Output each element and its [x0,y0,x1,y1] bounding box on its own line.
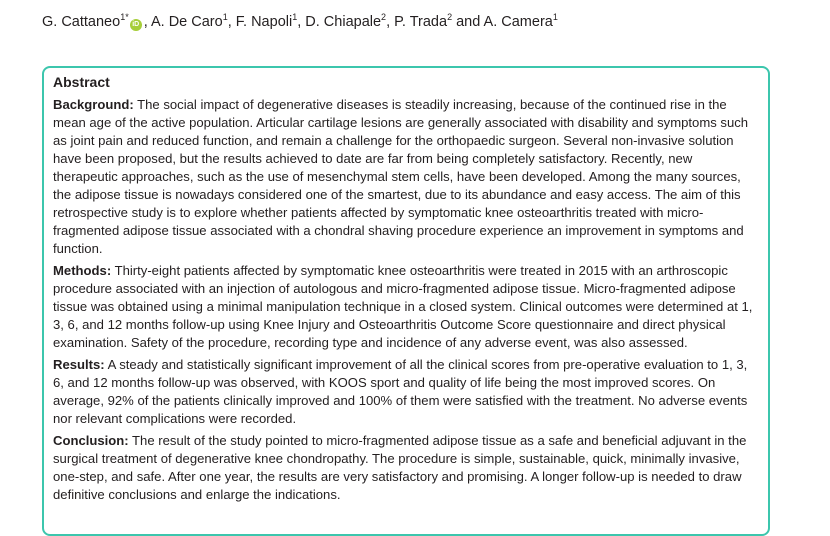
author: D. Chiapale$^2$ [305,12,387,30]
section-text: The social impact of degenerative diseases is steadily increasing, because of the continued rise in the mean age of the active population. Articular cartilage lesions are generally associated with disability and symptoms such as joint pain and reduced function, and remain a challenge for the orthopaedic surgeon. Several non-invasive solution have been proposed, but the results achieved to date are far from being completely satisfactory. Recently, new therapeutic approaches, such as the use of mesenchymal stem cells, have been developed. Among the many sources, the adipose tissue is nowadays considered one of the smartest, due to its abundance and easy access. The aim of this retrospective study is to explore whether patients affected by symptomatic knee osteoarthritis treated with micro-fragmented adipose tissue associated with a chondral shaving procedure experience an improvement in symptoms and function. [53,97,749,256]
section-label: Conclusion: [53,433,129,448]
section-text: A steady and statistically significant improvement of all the clinical scores from pre-operative evaluation to 1, 3, 6, and 12 months follow-up was observed, with KOOS sport and quality of life being the most improved scores. On average, 92% of the patients clinically improved and 100% of them were satisfied with the treatment. No adverse events nor relevant complications were recorded. [53,357,748,426]
author: F. Napoli$^1$ [235,12,298,30]
abstract-box [42,66,770,536]
author: A. De Caro$^1$ [150,12,228,30]
abstract-methods [53,262,759,352]
section-label: Results: [53,357,105,372]
author: A. Camera$^1$ [483,12,558,30]
abstract-background [53,96,759,258]
author: G. Cattaneo$^{1*}$ [42,12,129,30]
orcid-icon[interactable]: iD [130,19,142,31]
abstract-conclusion [53,432,759,504]
section-text: Thirty-eight patients affected by symptomatic knee osteoarthritis were treated in 2015 with an arthroscopic procedure associated with an injection of autologous and micro-fragmented adipose tissue. Micro-fragmented adipose tissue was obtained using a minimal manipulation technique in a closed system. Clinical outcomes were determined at 1, 3, 6, and 12 months follow-up using Knee Injury and Osteoarthritis Outcome Score questionnaire and direct physical examination. Safety of the procedure, recording type and incidence of any adverse event, was also assessed. [53,263,753,350]
abstract-results [53,356,759,428]
abstract-title: Abstract [53,74,110,90]
author-list: G. Cattaneo$^{1*}$iD , A. De Caro$^1$, F. Napoli$^1$, D. Chiapale$^2$, P. Trada$^2$ and A. Camera$^1$ [42,12,558,30]
author: P. Trada$^2$ [394,12,453,30]
section-text: The result of the study pointed to micro-fragmented adipose tissue as a safe and beneficial adjuvant in the surgical treatment of degenerative knee chondropathy. The procedure is simple, sustainable, quick, minimally invasive, one-step, and safe. After one year, the results are very satisfactory and promising. A longer follow-up is needed to draw definitive conclusions and enlarge the indications. [53,433,747,502]
section-label: Background: [53,97,134,112]
section-label: Methods: [53,263,112,278]
